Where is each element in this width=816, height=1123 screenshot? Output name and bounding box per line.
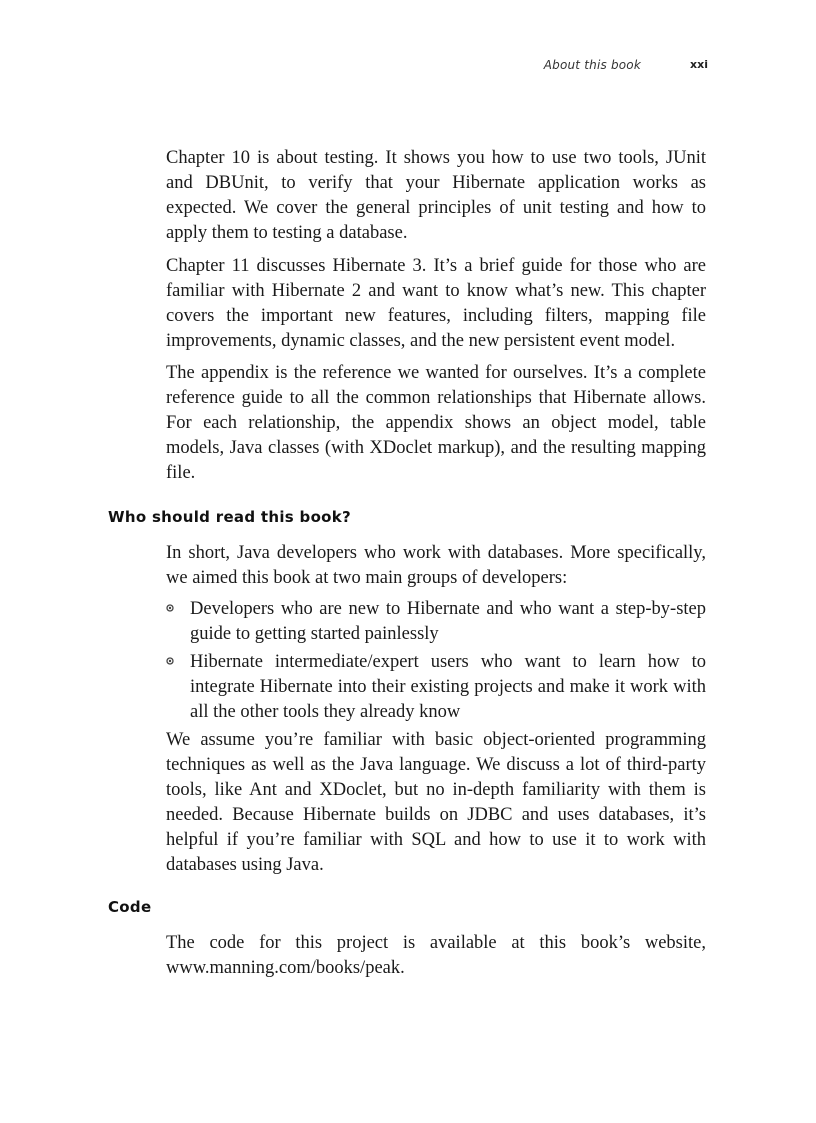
appendix-paragraph: The appendix is the reference we wanted for ourselves. It’s a complete reference guide to all the common relationships that Hibernate allows. For each relationship, the appendix shows an object model, table models, Java classes (with XDoclet markup), and the resulting mapping file. [166,363,706,483]
page-number: xxi [690,58,708,71]
chapter-10-paragraph: Chapter 10 is about testing. It shows you how to use two tools, JUnit and DBUnit, to verify that your Hibernate application works as expected. We cover the general principles of unit testing and how to apply them to testing a database. [166,148,706,243]
list-item [166,597,706,657]
who-should-read-heading: Who should read this book? [108,508,352,526]
bullet-text-expert-users: Hibernate intermediate/expert users who want to learn how to integrate Hibernate into their existing projects and make it work with all the other tools they already know [190,652,706,722]
audience-closing-paragraph: We assume you’re familiar with basic object-oriented programming techniques as well as the Java language. We discuss a lot of third-party tools, like Ant and XDoclet, but no in-depth familiarity with them is needed. Because Hibernate builds on JDBC and uses databases, it’s helpful if you’re familiar with SQL and how to use it to work with databases using Java. [166,730,706,875]
audience-intro-paragraph: In short, Java developers who work with databases. More specifically, we aimed this book at two main groups of developers: [166,543,706,588]
bullet-text-new-users: Developers who are new to Hibernate and who want a step-by-step guide to getting started painlessly [190,599,706,644]
bullet-icon [166,657,174,665]
bullet-icon [166,604,174,612]
code-paragraph: The code for this project is available at this book’s website, www.manning.com/books/peak. [166,933,706,978]
code-heading: Code [108,898,152,916]
chapter-11-paragraph: Chapter 11 discusses Hibernate 3. It’s a brief guide for those who are familiar with Hibernate 2 and want to know what’s new. This chapter covers the important new features, including filters, mapping file improvements, dynamic classes, and the new persistent event model. [166,256,706,351]
running-head [0,58,816,74]
list-item [166,650,706,730]
running-head-title: About this book [543,58,641,72]
